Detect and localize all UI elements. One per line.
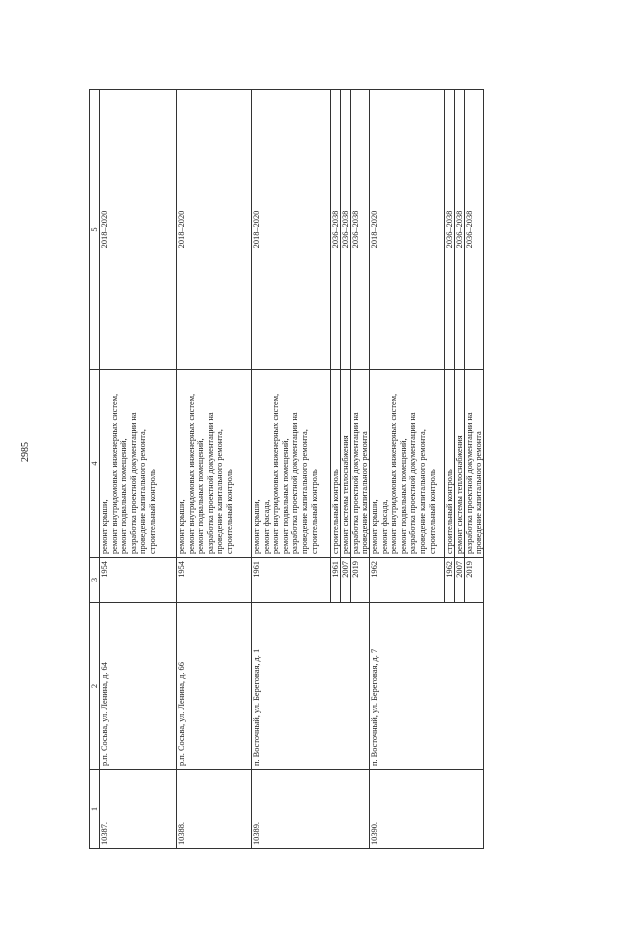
subrow-period: 2036–2038 — [445, 90, 455, 370]
row-address: р.п. Сосьва, ул. Ленина, д. 66 — [177, 603, 252, 770]
row-address: п. Восточный, ул. Береговая, д. 7 — [370, 603, 484, 770]
row-works: ремонт крыши, ремонт внутридомовых инженерных систем, ремонт подвальных помещений, разработка проектной документации на проведение капитального ремонта, строительный контроль — [177, 370, 252, 558]
subrow-year: 2007 — [455, 558, 465, 603]
row-works: ремонт крыши, ремонт фасада, ремонт внутридомовых инженерных систем, ремонт подвальных помещений, разработка проектной документации на проведение капитального ремонта, строительный контроль — [252, 370, 331, 558]
subrow-works: ремонт системы теплоснабжения — [341, 370, 351, 558]
repair-schedule-table — [89, 89, 484, 849]
subrow-period: 2036–2038 — [455, 90, 465, 370]
row-number: 10390. — [370, 770, 484, 849]
subrow-year: 1962 — [445, 558, 455, 603]
row-period: 2018–2020 — [177, 90, 252, 370]
subrow-works: строительный контроль — [445, 370, 455, 558]
row-number: 10389. — [252, 770, 370, 849]
header-row — [90, 90, 100, 849]
column-header-1: 1 — [90, 770, 100, 849]
table-row — [370, 90, 445, 849]
subrow-year: 2007 — [341, 558, 351, 603]
rotated-table-container — [89, 90, 530, 849]
row-address: п. Восточный, ул. Береговая, д. 1 — [252, 603, 370, 770]
row-works: ремонт крыши, ремонт внутридомовых инженерных систем, ремонт подвальных помещений, разработка проектной документации на проведение капитального ремонта, строительный контроль — [100, 370, 177, 558]
row-address: р.п. Сосьва, ул. Ленина, д. 64 — [100, 603, 177, 770]
row-year: 1954 — [177, 558, 252, 603]
table-row — [177, 90, 252, 849]
row-number: 10388. — [177, 770, 252, 849]
row-year: 1962 — [370, 558, 445, 603]
subrow-year: 2019 — [465, 558, 484, 603]
row-works: ремонт крыши, ремонт фасада, ремонт внутридомовых инженерных систем, ремонт подвальных помещений, разработка проектной документации на проведение капитального ремонта, строительный контроль — [370, 370, 445, 558]
subrow-works: строительный контроль — [331, 370, 341, 558]
column-header-2: 2 — [90, 603, 100, 770]
subrow-period: 2036–2038 — [465, 90, 484, 370]
page-number: 2985 — [20, 442, 31, 462]
subrow-works: разработка проектной документации на проведение капитального ремонта — [351, 370, 370, 558]
table-row — [252, 90, 331, 849]
row-number: 10387. — [100, 770, 177, 849]
subrow-period: 2036–2038 — [331, 90, 341, 370]
subrow-period: 2036–2038 — [351, 90, 370, 370]
table-row — [100, 90, 177, 849]
subrow-year: 2019 — [351, 558, 370, 603]
page-number-container — [20, 22, 36, 927]
subrow-works: ремонт системы теплоснабжения — [455, 370, 465, 558]
row-period: 2018–2020 — [252, 90, 331, 370]
row-period: 2018–2020 — [370, 90, 445, 370]
subrow-year: 1961 — [331, 558, 341, 603]
row-year: 1961 — [252, 558, 331, 603]
subrow-period: 2036–2038 — [341, 90, 351, 370]
row-year: 1954 — [100, 558, 177, 603]
column-header-5: 5 — [90, 90, 100, 370]
row-period: 2018–2020 — [100, 90, 177, 370]
column-header-4: 4 — [90, 370, 100, 558]
column-header-3: 3 — [90, 558, 100, 603]
subrow-works: разработка проектной документации на проведение капитального ремонта — [465, 370, 484, 558]
